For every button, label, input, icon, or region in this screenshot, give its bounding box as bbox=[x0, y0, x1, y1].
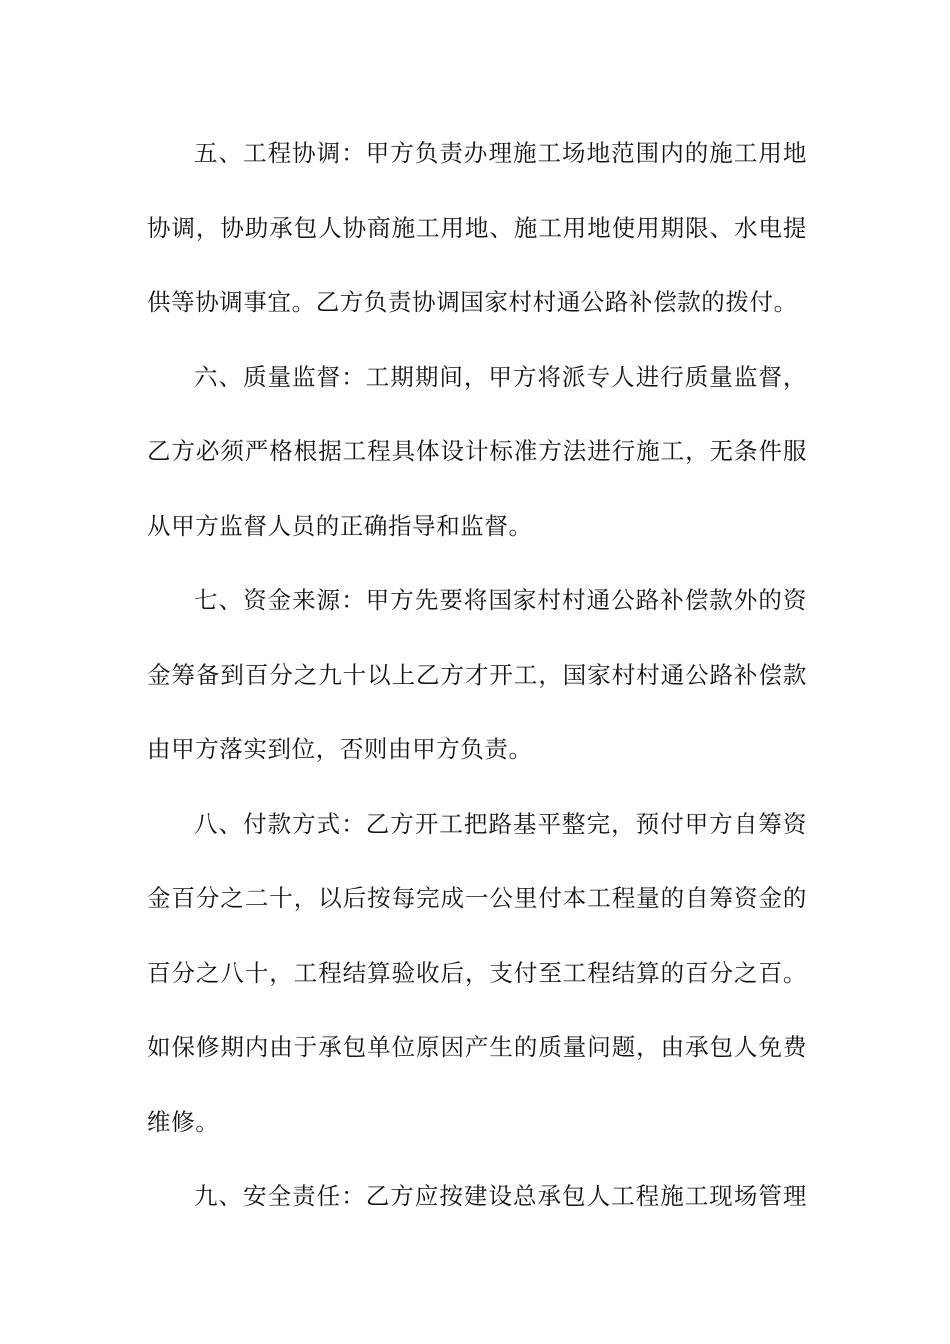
clause-8-line-1: 八、付款方式：乙方开工把路基平整完，预付甲方自筹资 bbox=[194, 809, 807, 838]
clause-8-line-3: 百分之八十，工程结算验收后，支付至工程结算的百分之百。 bbox=[147, 958, 807, 987]
clause-8-line-5: 维修。 bbox=[147, 1107, 220, 1136]
clause-5-line-1: 五、工程协调：甲方负责办理施工场地范围内的施工用地 bbox=[194, 139, 807, 167]
clause-9-line-1: 九、安全责任：乙方应按建设总承包人工程施工现场管理 bbox=[194, 1182, 807, 1210]
clause-5-line-3: 供等协调事宜。乙方负责协调国家村村通公路补偿款的拨付。 bbox=[147, 288, 798, 316]
clause-6-line-2: 乙方必须严格根据工程具体设计标准方法进行施工，无条件服 bbox=[147, 437, 807, 465]
clause-6-line-1: 六、质量监督：工期期间，甲方将派专人进行质量监督， bbox=[194, 362, 807, 391]
clause-8-line-4: 如保修期内由于承包单位原因产生的质量问题，由承包人免费 bbox=[147, 1033, 807, 1061]
clause-7-line-1: 七、资金来源：甲方先要将国家村村通公路补偿款外的资 bbox=[194, 586, 807, 614]
clause-6-line-3: 从甲方监督人员的正确指导和监督。 bbox=[147, 511, 533, 540]
clause-7-line-2: 金筹备到百分之九十以上乙方才开工，国家村村通公路补偿款 bbox=[147, 660, 807, 689]
clause-5-line-2: 协调，协助承包人协商施工用地、施工用地使用期限、水电提 bbox=[147, 213, 807, 242]
clause-7-line-3: 由甲方落实到位，否则由甲方负责。 bbox=[147, 735, 533, 763]
clause-8-line-2: 金百分之二十，以后按每完成一公里付本工程量的自筹资金的 bbox=[147, 884, 807, 912]
document-body bbox=[147, 128, 807, 1246]
